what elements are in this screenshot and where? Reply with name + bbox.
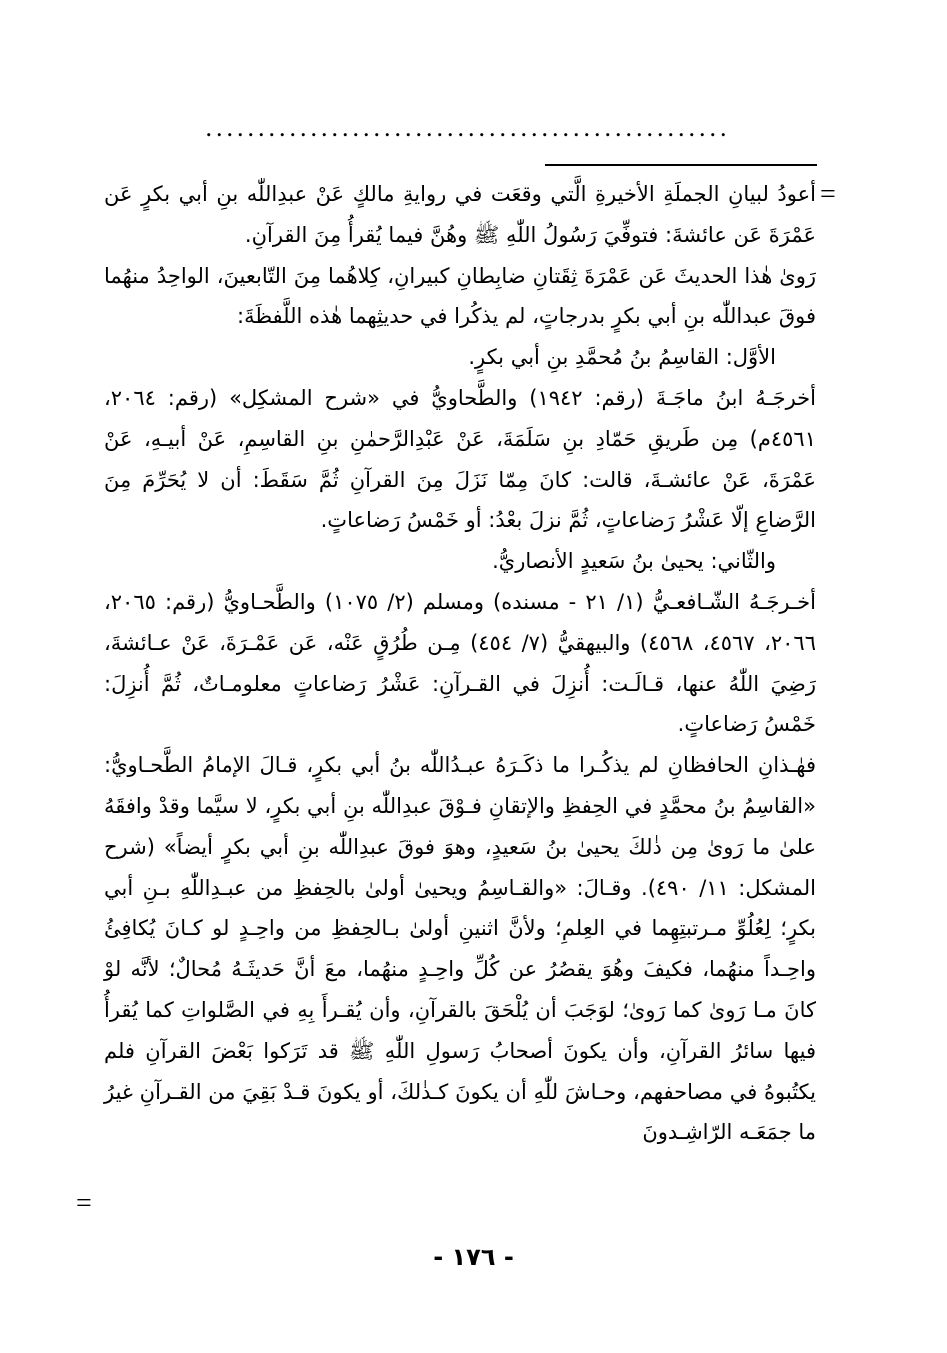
paragraph-3: الأوَّل: القاسِمُ بنُ مُحمَّدِ بنِ أبي بكرٍ. [468,345,776,370]
paragraph-5: والثّاني: يحيىٰ بنُ سَعيدٍ الأنصاريُّ. [492,549,776,574]
page-number: - ١٧٦ - [433,1243,514,1271]
continuation-mark-bottom: = [76,1188,92,1219]
continuation-mark-top: = [820,179,836,210]
paragraph-6: أخـرجَـهُ الشّـافعـيُّ (١/ ٢١ - مسنده) ومسلم (٢/ ١٠٧٥) والطَّحـاويُّ (رقم: ٢٠٦٥، ٢٠٦٦، ٤٥٦٧، ٤٥٦٨) والبيهقيُّ (٧/ ٤٥٤) مِـن طُرُقٍ عَنْه، عَن عَمْـرَةَ، عَنْ عـائشةَ، رَضِيَ اللّٰهُ عنها، قـالَـت: أُنزِلَ في القـرآنِ: عَشْرُ رَضاعاتٍ معلومـاتٌ، ثُمَّ أُنزِلَ: خَمْسُ رَضاعاتٍ. [104,589,816,737]
paragraph-2: رَوىٰ هٰذا الحديثَ عَن عَمْرَةَ ثِقَتانِ ضابِطانِ كبيرانِ، كِلاهُما مِنَ التّابعينَ، الواحِدُ منهُما فوقَ عبداللّٰه بنِ أبي بكرٍ بدرجاتٍ، لم يذكُرا في حديثِهما هٰذه اللَّفظَةَ: [104,263,816,329]
footnote-rule [545,164,817,166]
footnote-text [104,174,816,1153]
paragraph-7: فهٰـذانِ الحافظانِ لم يذكُـرا ما ذكَـرَهُ عبـدُاللّٰه بنُ أبي بكرٍ، قـالَ الإمامُ الطَّحـاويُّ: «القاسِمُ بنُ محمَّدٍ في الحِفظِ والإتقانِ فـوْقَ عبدِاللّٰه بنِ أبي بكرٍ، لا سيَّما وقدْ وافقَهُ علىٰ ما رَوىٰ مِن ذٰلكَ يحيىٰ بنُ سَعيدٍ، وهوَ فوقَ عبدِاللّٰه بنِ أبي بكرٍ أيضاً» (شرح المشكل: ١١/ ٤٩٠). وقـالَ: «والقـاسِمُ ويحيىٰ أولىٰ بالحِفظِ من عبـدِاللّٰهِ بـنِ أبي بكرٍ؛ لِعُلُوِّ مـرتبتِهِما في العِلمِ؛ ولأنَّ اثنينِ أولىٰ بـالحِفظِ من واحِـدٍ لو كـانَ يُكافِئُ واحِـداً منهُما، فكيفَ وهُوَ يقصُرُ عن كُلِّ واحِـدٍ منهُما، معَ أنَّ حَديثَـهُ مُحالٌ؛ لأنَّه لوْ كانَ مـا رَوىٰ كما رَوىٰ؛ لوَجَبَ أن يُلْحَقَ بالقرآنِ، وأن يُقـرأَ بِهِ في الصَّلواتِ كما يُقرأُ فيها سائرُ القرآنِ، وأن يكونَ أصحابُ رَسولِ اللّٰهِ ﷺ قد تَرَكوا بَعْضَ القرآنِ فلم يكتُبوهُ في مصاحفهم، وحـاشَ للّٰهِ أن يكونَ كـذٰلكَ، أو يكونَ قـدْ بَقِيَ من القـرآنِ غيرُ ما جمَعَـه الرّاشِـدونَ [104,753,816,1145]
paragraph-1: أعودُ لبيانِ الجملَةِ الأخيرةِ الَّتي وقعَت في روايةِ مالكٍ عَنْ عبدِاللّٰه بنِ أبي بكرٍ عَن عَمْرَةَ عَن عائشةَ: فتوفِّيَ رَسُولُ اللّٰهِ ﷺ وهُنَّ فيما يُقرأُ مِنَ القرآنِ. [104,182,816,247]
paragraph-4: أخرجَـهُ ابنُ ماجَـةَ (رقم: ١٩٤٢) والطَّحاويُّ في «شرح المشكِل» (رقم: ٢٠٦٤، ٤٥٦١م) مِن طَريقِ حَمّادِ بنِ سَلَمَةَ، عَنْ عَبْدِالرَّحمٰنِ بنِ القاسِمِ، عَنْ أبيـهِ، عَنْ عَمْرَةَ، عَنْ عائشـةَ، قالت: كانَ مِمّا نَزَلَ مِنَ القرآنِ ثُمَّ سَقَطَ: أن لا يُحَرِّمَ مِنَ الرَّضاعِ إلّا عَشْرُ رَضاعاتٍ، ثُمَّ نزلَ بعْدُ: أو خَمْسُ رَضاعاتٍ. [104,385,816,533]
dotted-separator: .................................................. [205,118,731,138]
